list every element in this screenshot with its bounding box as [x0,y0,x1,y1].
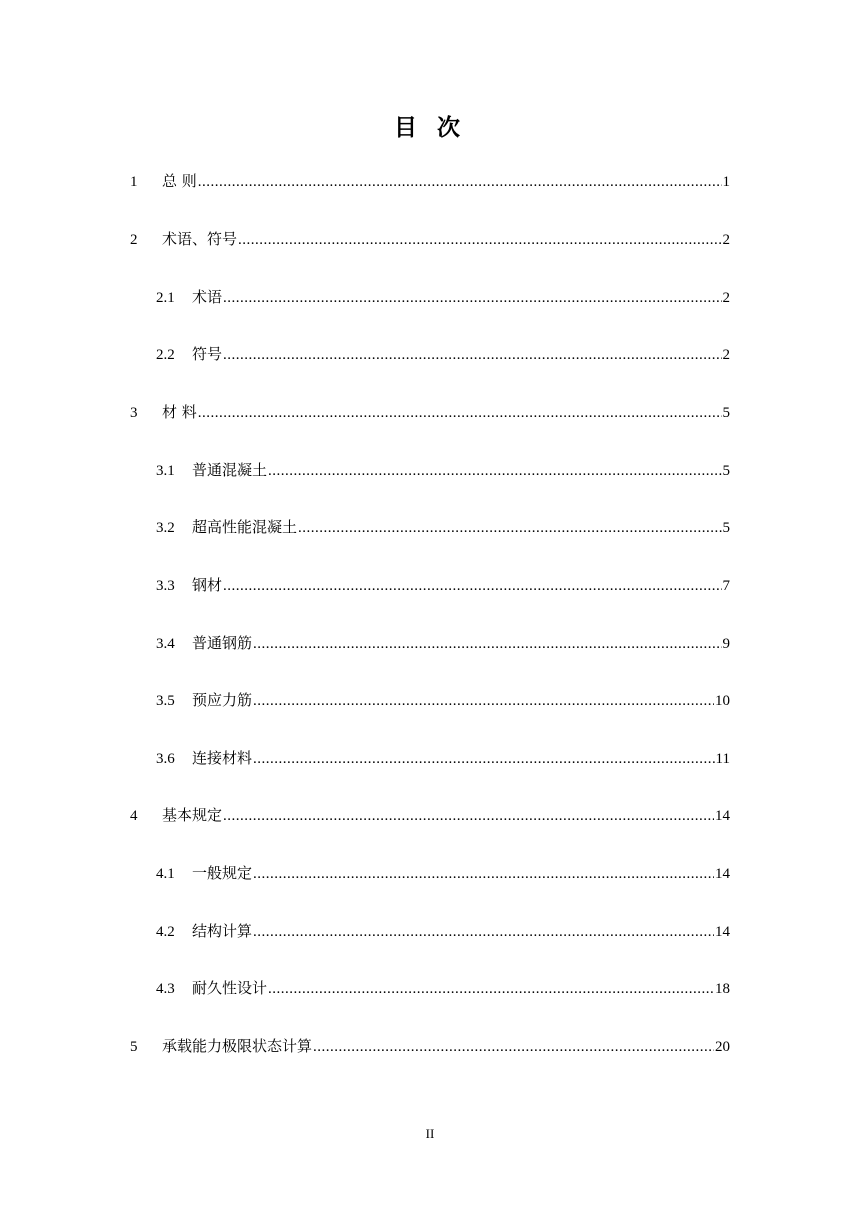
toc-entry-page: 5 [722,520,730,536]
toc-dot-leader [198,402,722,424]
toc-entry-title: 超高性能混凝土 [192,518,298,536]
toc-entry-page: 2 [722,232,730,248]
toc-entry[interactable] [130,401,730,423]
toc-entry[interactable] [156,343,730,365]
toc-entry[interactable] [130,228,730,250]
toc-entry[interactable] [156,574,730,596]
page-title: 目 次 [393,115,466,141]
toc-entry-title: 基本规定 [162,806,223,824]
toc-dot-leader [223,805,714,827]
toc-entry-page: 5 [722,463,730,479]
toc-entry-number: 2.1 [156,290,175,306]
toc-dot-leader [268,978,714,1000]
toc-entry-number: 2.2 [156,347,175,363]
toc-entry[interactable] [130,804,730,826]
toc-dot-leader [298,517,721,539]
toc-entry-title: 承载能力极限状态计算 [162,1037,313,1055]
toc-dot-leader [253,690,714,712]
toc-entry[interactable] [130,170,730,192]
toc-entry-page: 10 [715,693,730,709]
toc-entry-page: 5 [722,405,730,421]
toc-entry-number: 3.6 [156,751,175,767]
toc-entry-page: 20 [715,1039,730,1055]
toc-entry-number: 5 [130,1039,138,1055]
toc-entry-title: 术语 [192,288,223,306]
toc-entry-number: 1 [130,174,138,190]
toc-entry[interactable] [156,689,730,711]
toc-entry[interactable] [156,920,730,942]
toc-dot-leader [223,287,721,309]
toc-dot-leader [223,344,721,366]
toc-entry-title: 钢材 [192,576,223,594]
page-number: II [425,1126,435,1141]
toc-entry-title: 普通混凝土 [192,461,268,479]
toc-entry[interactable] [156,632,730,654]
toc-dot-leader [253,921,714,943]
toc-entry-number: 3.1 [156,463,175,479]
toc-entry-number: 4.2 [156,924,175,940]
toc-entry-title: 连接材料 [192,749,253,767]
toc-entry-number: 3.5 [156,693,175,709]
toc-entry-page: 2 [722,347,730,363]
toc-entry-title: 普通钢筋 [192,634,253,652]
toc-dot-leader [198,171,722,193]
toc-entry-page: 18 [715,981,730,997]
toc-dot-leader [253,863,714,885]
toc-entry[interactable] [130,1035,730,1057]
toc-entry-page: 14 [715,866,730,882]
toc-entry-page: 7 [722,578,730,594]
toc-entry-title: 材 料 [162,403,197,421]
toc-dot-leader [238,229,721,251]
toc-dot-leader [253,748,715,770]
toc-entry-page: 2 [722,290,730,306]
toc-entry-number: 4.3 [156,981,175,997]
toc-entry[interactable] [156,862,730,884]
toc-entry[interactable] [156,286,730,308]
toc-entry-page: 9 [722,636,730,652]
toc-dot-leader [313,1036,714,1058]
toc-entry-number: 4.1 [156,866,175,882]
toc-entry-number: 3.4 [156,636,175,652]
toc-entry-number: 3 [130,405,138,421]
toc-entry[interactable] [156,747,730,769]
toc-entry-title: 结构计算 [192,922,253,940]
toc-entry-title: 术语、符号 [162,230,238,248]
toc-entry-title: 符号 [192,345,223,363]
toc-entry[interactable] [156,516,730,538]
toc-dot-leader [253,633,721,655]
toc-entry-number: 3.2 [156,520,175,536]
toc-entry[interactable] [156,459,730,481]
toc-entry-title: 预应力筋 [192,691,253,709]
toc-entry-title: 总 则 [162,172,197,190]
toc-entry-page: 14 [715,924,730,940]
toc-entry-title: 耐久性设计 [192,979,268,997]
toc-entry-number: 2 [130,232,138,248]
toc-dot-leader [223,575,721,597]
toc-entry-page: 11 [715,751,730,767]
toc-entry[interactable] [156,977,730,999]
toc-entry-number: 4 [130,808,138,824]
toc-entry-page: 14 [715,808,730,824]
toc-entry-title: 一般规定 [192,864,253,882]
toc-dot-leader [268,460,721,482]
toc-entry-page: 1 [722,174,730,190]
toc-entry-number: 3.3 [156,578,175,594]
